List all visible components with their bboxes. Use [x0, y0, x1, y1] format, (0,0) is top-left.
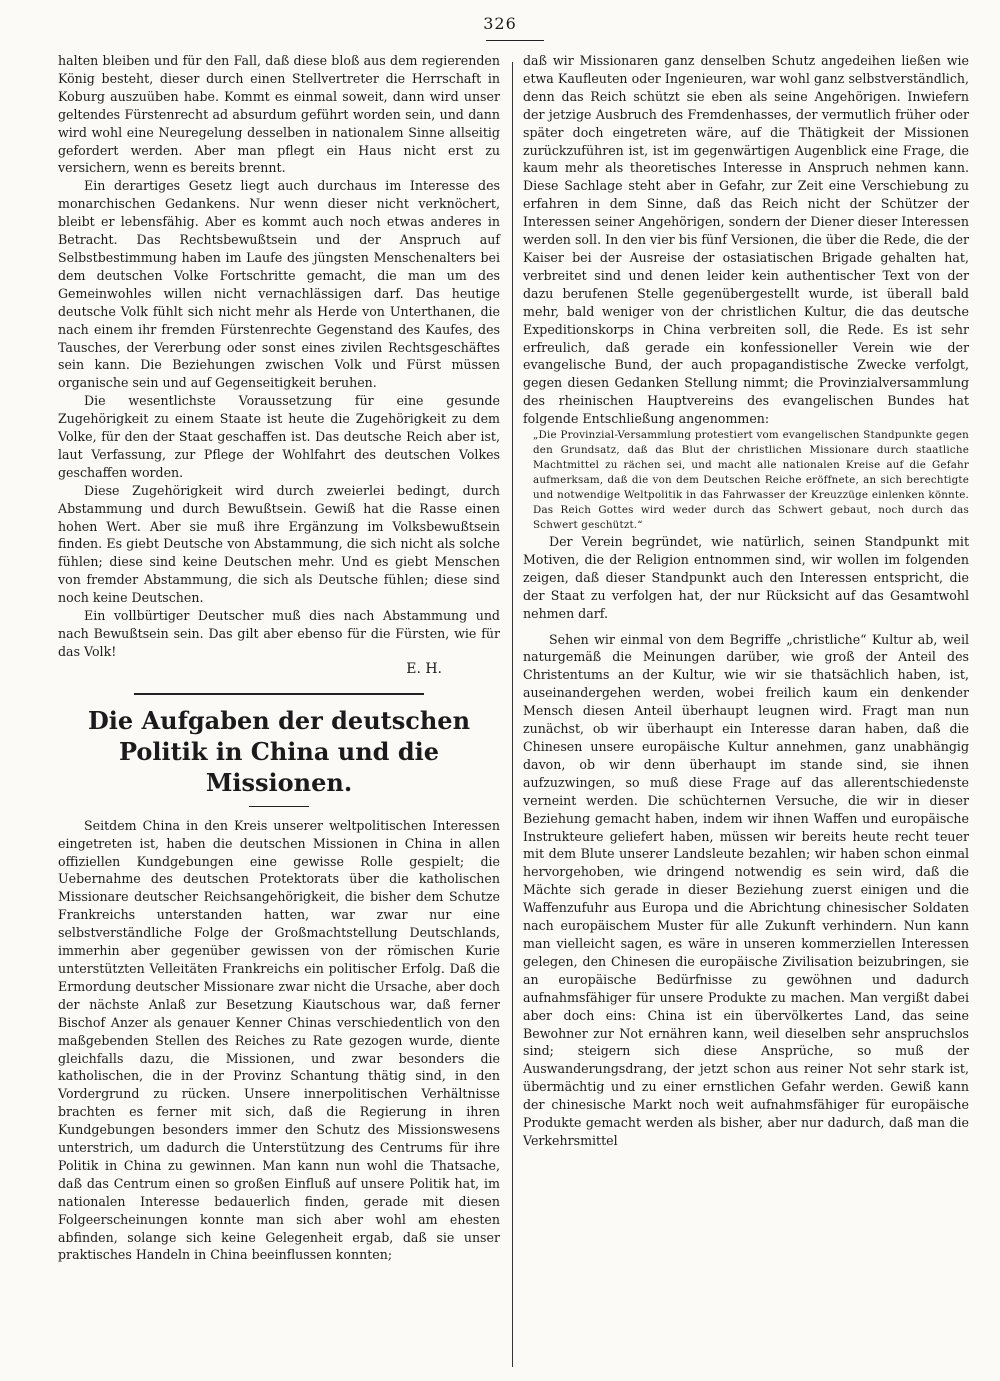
paragraph: Ein vollbürtiger Deutscher muß dies nach Abstammung und nach Bewußtsein sein. Das gilt aber ebenso für die Fürsten, wie für das Volk!: [58, 608, 500, 659]
paragraph: Seitdem China in den Kreis unserer weltpolitischen Interessen eingetreten ist, haben die deutschen Missionen in China in allen offiziellen Kundgebungen eine gewisse Rolle gespielt; die Uebernahme des deutschen Protektorats über die katholischen Missionare deutscher Reichsangehörigkeit, die bisher dem Schutze Frankreichs unterstanden hatten, war zwar nur eine selbstverständliche Folge der Großmachtstellung Deutschlands, immerhin aber gegenüber gewissen von der römischen Kurie unterstützten Velleitäten Frankreichs ein politischer Erfolg. Daß die Ermordung deutscher Missionare zwar nicht die Ursache, aber doch der nächste Anlaß zur Besetzung Kiautschous war, daß ferner Bischof Anzer als genauer Kenner Chinas verschiedentlich von den maßgebenden Stellen des Reiches zu Rate gezogen wurde, diente gleichfalls dazu, die Missionen, und zwar besonders die katholischen, die in der Provinz Schantung thätig sind, in den Vordergrund zu rücken. Unsere innerpolitischen Verhältnisse brachten es ferner mit sich, daß die Regierung in ihren Kundgebungen besonders immer den Schutz des Missionswesens unterstrich, um dadurch die Unterstützung des Centrums für ihre Politik in China zu gewinnen. Man kann nun wohl die Thatsache, daß das Centrum einen so großen Einfluß auf unsere Politik hat, im nationalen Interesse bedauerlich finden, gerade mit diesen Folgeerscheinungen konnte man sich aber wohl am ehesten abfinden, solange sich keine Gelegenheit ergab, daß sie unser praktisches Handeln in China beeinflussen konnten;: [58, 817, 500, 1263]
section-separator: [134, 693, 424, 695]
page-number: 326: [483, 14, 517, 33]
paragraph: Sehen wir einmal von dem Begriffe „christliche“ Kultur ab, weil naturgemäß die Meinungen darüber, wie groß der Anteil des Christentums an der Kultur, wie wir sie thatsächlich haben, ist, auseinandergehen werden, wobei freilich kaum ein denkender Mensch diesen Anteil überhaupt leugnen wird. Fragt man nun zunächst, ob wir überhaupt ein Interesse daran haben, daß die Chinesen unsere europäische Kultur annehmen, ganz unabhängig davon, ob wir denn überhaupt im stande sind, sie ihnen aufzuzwingen, so muß diese Frage auf das allerentschiedenste verneint werden. Die schüchternen Versuche, die wir in dieser Beziehung gemacht haben, indem wir ihnen Waffen und europäische Instrukteure geliefert haben, müssen wir bereits heute recht teuer mit dem Blute unserer Landsleute bezahlen; wir haben schon einmal hervorgehoben, wie dringend notwendig es sein wird, daß die Mächte sich gerade in dieser Beziehung zuerst einigen und die Waffenzufuhr aus Europa und die Abrichtung chinesischer Soldaten nach europäischem Muster für alle Zukunft verhindern. Nun kann man vielleicht sagen, es wäre in unseren kommerziellen Interessen gelegen, den Chinesen die europäische Zivilisation beizubringen, sie an europäische Bedürfnisse zu gewöhnen und dadurch aufnahmsfähiger für unsere Produkte zu machen. Man vergißt dabei aber doch eins: China ist ein übervölkertes Land, das seine Bewohner zur Not ernähren kann, weil dieselben sehr anspruchslos sind; steigern sich diese Ansprüche, so muß der Auswanderungsdrang, der jetzt schon aus reiner Not sehr stark ist, übermächtig und zu einer ernstlichen Gefahr werden. Gewiß kann der chinesische Markt noch weit aufnahmsfähiger für europäische Produkte gemacht werden als bisher, aber nur dadurch, daß man die Verkehrsmittel: [523, 631, 969, 1148]
article-heading: Die Aufgaben der deutschen Politik in China und die Missionen.: [87, 705, 471, 797]
paragraph: Diese Zugehörigkeit wird durch zweierlei bedingt, durch Abstammung und durch Bewußtsein. Gewiß hat die Rasse einen hohen Wert. Aber sie muß ihre Ergänzung im Volksbewußtsein finden. Es giebt Deutsche von Abstammung, die sich nicht als solche fühlen; diese sind keine Deutschen mehr. Und es giebt Menschen von fremder Abstammung, die sich als Deutsche fühlen; diese sind noch keine Deutschen.: [58, 482, 500, 606]
author-signature: E. H.: [406, 660, 442, 677]
left-column: [58, 52, 500, 1264]
column-divider: [512, 62, 513, 1367]
heading-rule: [249, 806, 309, 807]
right-column: [523, 52, 969, 1150]
quoted-resolution: „Die Provinzial-Versammlung protestiert vom evangelischen Standpunkte gegen den Grundsatz, daß das Blut der christlichen Missionare durch staatliche Machtmittel zu rächen sei, und macht alle nationalen Kreise auf die Gefahr aufmerksam, daß die von dem Deutschen Reiche eröffnete, an sich berechtigte und notwendige Weltpolitik in das Fahrwasser der Kreuzzüge einlenken könnte. Das Reich Gottes wird weder durch das Schwert gebaut, noch durch das Schwert geschützt.“: [533, 429, 969, 532]
page-number-rule: [486, 40, 544, 41]
paragraph: daß wir Missionaren ganz denselben Schutz angedeihen ließen wie etwa Kaufleuten oder Ingenieuren, war wohl ganz selbstverständlich, denn das Reich schützt sie eben als seine Angehörigen. Inwiefern der jetzige Ausbruch des Fremdenhasses, der vermutlich früher oder später doch eingetreten wäre, auf die Thätigkeit der Missionen zurückzuführen ist, ist im gegenwärtigen Augenblick eine Frage, die kaum mehr als theoretisches Interesse in Anspruch nehmen kann. Diese Sachlage steht aber in Gefahr, zur Zeit eine Verschiebung zu erfahren in dem Sinne, daß das Reich nicht der Schützer der Interessen seiner Angehörigen, sondern der Diener dieser Interessen werden soll. In den vier bis fünf Versionen, die über die Rede, die der Kaiser bei der Ausreise der ostasiatischen Brigade gehalten hat, verbreitet sind und denen leider kein authentischer Text von der dazu berufenen Stelle gegenübergestellt wurde, ist überall bald mehr, bald weniger von der christlichen Kultur, die das deutsche Expeditionskorps in China verbreiten soll, die Rede. Es ist sehr erfreulich, daß gerade ein konfessioneller Verein wie der evangelische Bund, der auch propagandistische Zwecke verfolgt, gegen diesen Gedanken Stellung nimmt; die Provinzialversammlung des rheinischen Hauptvereins des evangelischen Bundes hat folgende Entschließung angenommen:: [523, 53, 969, 427]
paragraph: Ein derartiges Gesetz liegt auch durchaus im Interesse des monarchischen Gedankens. Nur wenn dieser nicht verknöchert, bleibt er lebensfähig. Aber es kommt auch noch etwas anderes in Betracht. Das Rechtsbewußtsein und der Anspruch auf Selbstbestimmung haben im Laufe des jüngsten Menschenalters bei dem deutschen Volke Fortschritte gemacht, die man um des Gemeinwohles willen nicht vernachlässigen darf. Das heutige deutsche Volk fühlt sich nicht mehr als Herde von Unterthanen, die nach einem ihr fremden Fürstenrechte Gegenstand des Kaufes, des Tausches, der Vererbung oder sonst eines zivilen Rechtsgeschäftes sein kann. Die Beziehungen zwischen Volk und Fürst müssen organische sein und auf Gegenseitigkeit beruhen.: [58, 178, 500, 391]
paragraph: Der Verein begründet, wie natürlich, seinen Standpunkt mit Motiven, die der Religion entnommen sind, wir wollen im folgenden zeigen, daß dieser Standpunkt auch den Interessen entspricht, die der Staat zu verfolgen hat, der nur Rücksicht auf das Gesamtwohl nehmen darf.: [523, 534, 969, 621]
paragraph: Die wesentlichste Voraussetzung für eine gesunde Zugehörigkeit zu einem Staate ist heute die Zugehörigkeit zu dem Volke, für den der Staat geschaffen ist. Das deutsche Reich aber ist, laut Verfassung, zur Pflege der Wohlfahrt des deutschen Volkes geschaffen worden.: [58, 393, 500, 480]
paragraph: halten bleiben und für den Fall, daß diese bloß aus dem regierenden König besteht, dieser durch einen Stellvertreter die Herrschaft in Koburg auszuüben habe. Kommt es einmal soweit, dann wird unser geltendes Fürstenrecht ad absurdum geführt worden sein, und dann wird wohl eine Neuregelung desselben in nationalem Sinne allseitig gefordert werden. Aber man pflegt ein Haus nicht erst zu versichern, wenn es bereits brennt.: [58, 53, 500, 176]
